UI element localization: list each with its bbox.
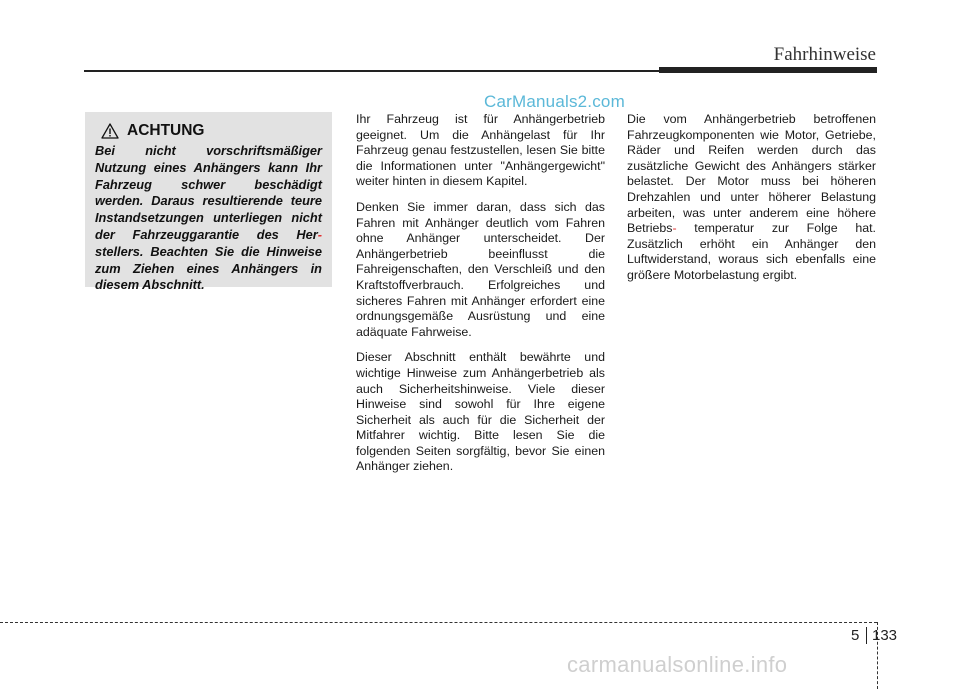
component-load-part1: Die vom Anhängerbetrieb betroffenen Fahrzeugkomponenten wie Motor, Getriebe, Räder und Reifen werden durch das zusätzliche Gewicht des Anhängers stärker belastet. Der Motor muss bei höheren Drehzahlen und unter höherer Belastung arbeiten, was unter anderem eine höhere Betriebs <box>627 112 876 236</box>
warning-title: ACHTUNG <box>127 122 205 139</box>
watermark-bottom: carmanualsonline.info <box>567 652 788 677</box>
header-rule-accent <box>659 67 877 73</box>
section-number: 5 <box>851 627 860 644</box>
warning-hyphen: - <box>317 226 322 242</box>
warning-text-part1: Bei nicht vorschriftsmäßiger Nutzung eines Anhängers kann Ihr Fahrzeug schwer beschädigt werden. Daraus resultierende teure Instandsetzungen unterliegen nicht der Fahrzeuggarantie des Her <box>95 143 322 242</box>
page-number: 133 <box>872 627 898 644</box>
page-number-separator <box>866 627 867 644</box>
paragraph-driving-difference: Denken Sie immer daran, dass sich das Fahren mit Anhänger deutlich vom Fahren ohne Anhänger unterscheidet. Der Anhängerbetrieb beeinflusst die Fahreigenschaften, den Verschleiß und den Kraftstoffverbrauch. Erfolgreiches und sicheres Fahren mit Anhänger erfordert eine ordnungsgemäße Ausrüstung und eine adäquate Fahrweise. <box>356 199 605 339</box>
warning-box <box>85 112 332 293</box>
warning-text <box>95 143 322 294</box>
watermark-top: CarManuals2.com <box>484 92 625 111</box>
component-load-part2: temperatur zur Folge hat. Zusätzlich erhöht ein Anhänger den Luftwiderstand, woraus sich ebenfalls eine größere Motorbelastung ergibt. <box>627 221 876 282</box>
header-rule <box>84 70 659 72</box>
paragraph-safety-notes: Dieser Abschnitt enthält bewährte und wichtige Hinweise zum Anhängerbetrieb als auch Sicherheitshinweise. Viele dieser Hinweise sind sowohl für Ihre eigene Sicherheit als auch für die Sicherheit der Mitfahrer wichtig. Bitte lesen Sie die folgenden Seiten sorgfältig, bevor Sie einen Anhänger ziehen. <box>356 350 605 474</box>
page-header-title: Fahrhinweise <box>773 44 876 65</box>
warning-text-part2: stellers. Beachten Sie die Hinweise zum Ziehen eines Anhängers in diesem Abschnitt. <box>95 243 322 293</box>
column-right <box>627 112 876 294</box>
component-load-hyphen: - <box>672 221 677 236</box>
footer-rule <box>0 622 877 623</box>
warning-header <box>101 122 322 140</box>
column-middle <box>356 112 605 485</box>
paragraph-component-load <box>627 112 876 284</box>
paragraph-trailer-suitability: Ihr Fahrzeug ist für Anhängerbetrieb geeignet. Um die Anhängelast für Ihr Fahrzeug genau festzustellen, lesen Sie bitte die Informationen unter "Anhängergewicht" weiter hinten in diesem Kapitel. <box>356 112 605 189</box>
warning-triangle-icon <box>101 123 119 139</box>
